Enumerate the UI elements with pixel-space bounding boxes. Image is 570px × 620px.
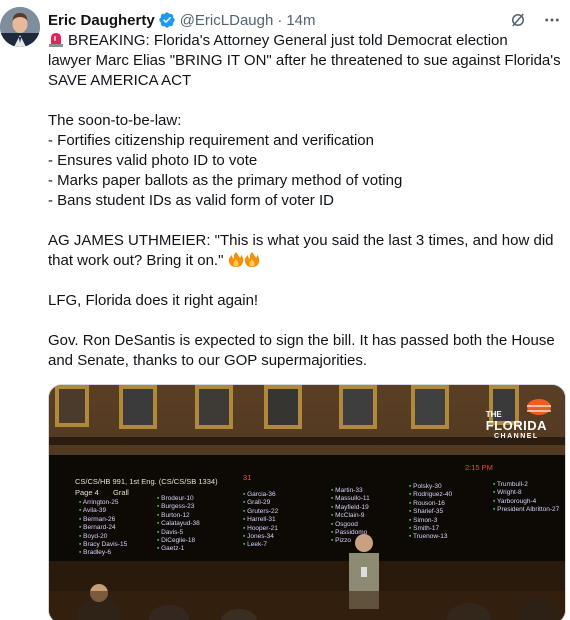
senator-name: Brodeur-10 [161,495,194,502]
yea-marker: ▪ [409,499,414,507]
yea-marker: ▪ [243,541,248,549]
vote-board-entry [157,503,200,511]
senator-name: Passidomo [335,529,368,537]
senator-name: McClain-9 [335,512,365,520]
yea-marker: ▪ [243,524,248,532]
board-page: Page 4 [75,488,99,497]
vote-board-entry [79,541,127,549]
senator-name: Gruters-22 [247,507,279,515]
yea-marker: ▪ [157,503,162,511]
vote-board-entry [157,537,200,545]
verified-badge-icon[interactable] [158,11,176,29]
yea-marker: ▪ [493,489,498,497]
yea-marker: ▪ [409,491,414,499]
board-page-name: Grall [113,488,129,497]
vote-board-entry [331,529,370,537]
senator-name: Burgess-23 [161,503,195,511]
vote-board-entry [331,512,370,520]
yea-marker: ▪ [331,537,336,545]
vote-board-entry [79,499,127,507]
tweet-text-line: - Ensures valid photo ID to vote [48,152,258,169]
yea-marker: ▪ [79,532,84,540]
tweet-text-line: - Marks paper ballots as the primary method of voting [48,172,403,189]
senator-name: Garcia-36 [247,491,276,498]
vote-board-entry [331,495,370,503]
senator-name: Hooper-21 [247,524,278,532]
tweet-header [48,10,562,30]
yea-marker: ▪ [157,495,162,502]
tweet-line-1 [48,31,566,51]
vote-board-entry [331,521,370,529]
senator-name: Simon-3 [413,516,438,524]
senator-name: Berman-26 [83,515,116,523]
florida-channel-logo [486,411,547,440]
fire-emoji [244,251,260,268]
senator-name: DiCeglie-18 [161,537,196,545]
vote-board-entry [79,549,127,557]
vote-board-column [79,499,127,558]
tweet-text [48,31,566,371]
tweet-text-line: BREAKING: Florida's Attorney General just told Democrat election [68,32,508,49]
vote-board-entry [243,499,278,507]
yea-marker: ▪ [409,483,414,490]
yea-marker: ▪ [79,515,84,523]
display-name[interactable]: Eric Daugherty [48,11,155,29]
senator-name: Wright-8 [497,489,522,497]
senator-name: Yarborough-4 [497,497,537,505]
senator-name: Polsky-30 [413,483,442,490]
yea-marker: ▪ [331,529,336,537]
vote-board-entry [79,516,127,524]
vote-board-entry [409,483,452,491]
vote-board-entry [243,533,278,541]
board-yeas-count: 31 [243,473,252,482]
vote-board-entry [331,537,370,545]
more-icon[interactable] [542,10,562,30]
vote-board-entry [157,495,200,503]
senator-name: Massullo-11 [335,495,370,503]
tweet-text-line: and Senate, thanks to our GOP supermajorities. [48,352,368,369]
vote-board-entry [409,533,452,541]
vote-board-entry [493,506,559,514]
vote-board-entry [243,516,278,524]
vote-board-entry [409,491,452,499]
vote-board-entry [409,517,452,525]
yea-marker: ▪ [331,520,336,528]
vote-board-entry [243,525,278,533]
senator-name: Gaetz-1 [161,545,185,553]
senator-name: Rouson-16 [413,499,445,507]
vote-board-entry [243,491,278,499]
author-handle[interactable]: @EricLDaugh [179,11,274,29]
yea-marker: ▪ [409,516,414,524]
yea-marker: ▪ [331,503,336,511]
senator-name: Osgood [335,520,358,528]
yea-marker: ▪ [409,508,414,516]
yea-marker: ▪ [493,481,497,488]
yea-marker: ▪ [243,499,248,507]
tweet-text-line: - Bans student IDs as valid form of voter ID [48,192,334,209]
senator-name: Davis-5 [161,528,184,536]
separator-dot: · [277,11,283,29]
vote-board-entry [79,507,127,515]
yea-marker: ▪ [331,495,336,503]
yea-marker: ▪ [157,528,162,536]
vote-board-column [157,495,200,554]
tweet-text-line: AG JAMES UTHMEIER: "This is what you said the last 3 times, and how did [48,232,554,249]
logo-the: THE [485,410,502,419]
yea-marker: ▪ [243,516,248,524]
senator-name: Arrington-25 [82,499,119,506]
senator-name: Smith-17 [413,525,440,533]
yea-marker: ▪ [493,497,497,505]
senator-name: Martin-33 [335,487,363,494]
board-clock: 2:15 PM [465,463,493,472]
yea-marker: ▪ [493,506,498,514]
vote-board-entry [331,504,370,512]
senator-name: Rodriguez-40 [413,491,453,499]
senator-name: Calatayud-38 [161,520,200,528]
senator-name: Grall-29 [247,499,271,507]
vote-board-entry [409,508,452,516]
yea-marker: ▪ [243,491,248,498]
vote-board-entry [493,498,559,506]
senator-name: Bradley-6 [83,549,111,557]
logo-channel: CHANNEL [493,433,539,440]
tweet-text-line: that work out? Bring it on." [48,252,224,269]
yea-marker: ▪ [79,499,83,506]
vote-board-entry [157,520,200,528]
yea-marker: ▪ [157,520,162,528]
tweet-text-line: lawyer Marc Elias "BRING IT ON" after he threatened to sue against Florida's [48,52,561,69]
senator-name: Truenow-13 [413,533,448,541]
yea-marker: ▪ [79,549,84,557]
vote-board-entry [493,489,559,497]
senator-name: Avila-39 [82,507,107,515]
vote-board-column [331,487,370,546]
senator-name: Pizzo [335,537,352,545]
avatar-photo [0,7,40,47]
senator-name: Bracy Davis-15 [83,541,128,549]
fire-emoji [228,251,244,268]
vote-board-column [409,483,452,542]
vote-board-entry [243,508,278,516]
vote-board-entry [409,500,452,508]
tweet-text-line: SAVE AMERICA ACT [48,72,192,89]
logo-florida: FLORIDA [485,418,547,433]
vote-board-entry [157,529,200,537]
vote-board-entry [331,487,370,495]
senator-name: Harrell-31 [247,516,276,524]
yea-marker: ▪ [157,545,162,553]
vote-board-entry [157,512,200,520]
yea-marker: ▪ [157,537,162,545]
vote-board-entry [79,533,127,541]
timestamp[interactable]: 14m [286,11,316,29]
yea-marker: ▪ [243,533,248,541]
vote-board-entry [79,524,127,532]
yea-marker: ▪ [157,511,162,519]
tweet-line-quote-end [48,251,566,271]
senator-name: Sharief-35 [413,508,444,516]
tweet-text-line: - Fortifies citizenship requirement and verification [48,132,374,149]
tweet-text-line: Gov. Ron DeSantis is expected to sign the bill. It has passed both the House [48,332,555,349]
senator-name: President Albritton-27 [497,506,560,514]
vote-board-entry [409,525,452,533]
vote-board-column [243,491,278,550]
senator-name: Mayfield-19 [335,503,369,511]
vote-board-column [493,481,559,515]
vote-board-entry [157,545,200,553]
senator-name: Boyd-20 [83,532,108,540]
yea-marker: ▪ [409,533,413,541]
yea-marker: ▪ [79,507,83,515]
siren-emoji [48,31,64,47]
senator-name: Burton-12 [161,511,190,519]
senator-name: Leek-7 [247,541,267,549]
senator-name: Trumbull-2 [497,481,528,488]
yea-marker: ▪ [79,524,84,532]
board-bill-title: CS/CS/HB 991, 1st Eng. (CS/CS/SB 1334) [75,477,218,486]
author-avatar[interactable] [0,7,40,47]
yea-marker: ▪ [79,541,84,549]
grok-icon[interactable] [508,10,528,30]
yea-marker: ▪ [243,507,248,515]
senator-name: Jones-34 [247,533,274,541]
yea-marker: ▪ [331,487,336,494]
tweet-text-line: LFG, Florida does it right again! [48,292,259,309]
vote-board-entry [243,541,278,549]
tweet-text-line: The soon-to-be-law: [48,112,182,129]
vote-board-entry [493,481,559,489]
senator-name: Bernard-24 [83,524,116,532]
yea-marker: ▪ [331,512,336,520]
yea-marker: ▪ [409,525,414,533]
tweet-video[interactable] [48,384,566,620]
